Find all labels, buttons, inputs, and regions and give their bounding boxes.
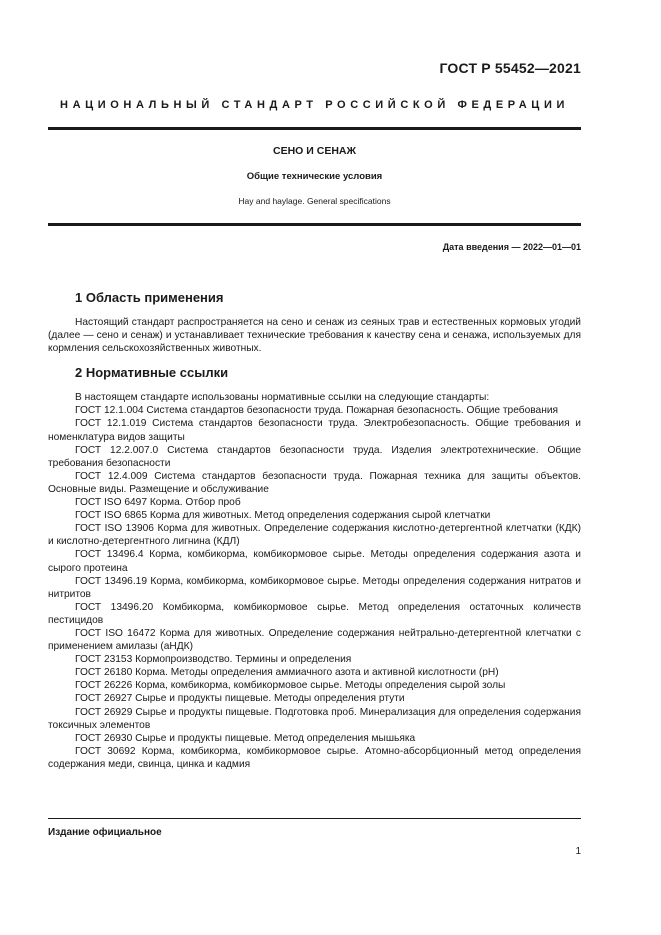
english-title: Hay and haylage. General specifications xyxy=(238,196,391,206)
section-heading: 2 Нормативные ссылки xyxy=(75,365,229,381)
document-title: СЕНО И СЕНАЖ xyxy=(273,145,356,157)
national-standard-title: НАЦИОНАЛЬНЫЙ СТАНДАРТ РОССИЙСКОЙ ФЕДЕРАЦИИ xyxy=(60,99,569,111)
reference-item: ГОСТ 30692 Корма, комбикорма, комбикормовое сырье. Атомно-абсорбционный метод определения содержания меди, свинца, цинка и кадмия xyxy=(48,745,581,770)
reference-item: ГОСТ 26927 Сырье и продукты пищевые. Методы определения ртути xyxy=(75,693,405,705)
reference-item: ГОСТ ISO 6865 Корма для животных. Метод определения содержания сырой клетчатки xyxy=(75,510,491,522)
reference-item: ГОСТ 13496.20 Комбикорма, комбикормовое сырье. Метод определения остаточных количеств пестицидов xyxy=(48,601,581,626)
references-intro: В настоящем стандарте использованы нормативные ссылки на следующие стандарты: xyxy=(75,392,490,404)
introduction-date: Дата введения — 2022—01—01 xyxy=(442,242,581,252)
reference-item: ГОСТ ISO 13906 Корма для животных. Определение содержания кислотно-детергентной клетчатки (КДК) и кислотно-детергентного лигнина (КДЛ) xyxy=(48,523,581,548)
reference-item: ГОСТ 26930 Сырье и продукты пищевые. Метод определения мышьяка xyxy=(75,732,416,744)
reference-item: ГОСТ 13496.4 Корма, комбикорма, комбикормовое сырье. Методы определения содержания азота и сырого протеина xyxy=(48,549,581,574)
reference-item: ГОСТ 13496.19 Корма, комбикорма, комбикормовое сырье. Методы определения содержания нитратов и нитритов xyxy=(48,575,581,600)
reference-item: ГОСТ 12.2.007.0 Система стандартов безопасности труда. Изделия электротехнические. Общие требования безопасности xyxy=(48,444,581,469)
official-edition-label: Издание официальное xyxy=(48,827,162,838)
reference-item: ГОСТ 12.4.009 Система стандартов безопасности труда. Пожарная техника для защиты объектов. Основные виды. Размещение и обслуживание xyxy=(48,470,581,495)
standard-designation: ГОСТ Р 55452—2021 xyxy=(439,60,581,76)
reference-item: ГОСТ 12.1.004 Система стандартов безопасности труда. Пожарная безопасность. Общие требования xyxy=(75,405,559,417)
document-body xyxy=(48,290,581,771)
section-paragraph: Настоящий стандарт распространяется на сено и сенаж из сеяных трав и естественных кормовых угодий (далее — сено и сенаж) и устанавливает технические требования к качеству сена и сенажа, используемых для кормления сельскохозяйственных животных. xyxy=(48,317,581,355)
reference-item: ГОСТ 26180 Корма. Методы определения аммиачного азота и активной кислотности (рН) xyxy=(75,667,499,679)
reference-item: ГОСТ ISO 6497 Корма. Отбор проб xyxy=(75,497,241,509)
reference-item: ГОСТ 26226 Корма, комбикорма, комбикормовое сырье. Методы определения сырой золы xyxy=(75,680,506,692)
footer-rule xyxy=(48,818,581,819)
reference-item: ГОСТ 12.1.019 Система стандартов безопасности труда. Электробезопасность. Общие требования и номенклатура видов защиты xyxy=(48,418,581,443)
reference-item: ГОСТ 23153 Кормопроизводство. Термины и определения xyxy=(75,654,352,666)
reference-item: ГОСТ 26929 Сырье и продукты пищевые. Подготовка проб. Минерализация для определения содержания токсичных элементов xyxy=(48,706,581,731)
title-bottom-rule xyxy=(48,223,581,226)
section-heading: 1 Область применения xyxy=(75,290,224,305)
title-top-rule xyxy=(48,127,581,130)
document-subtitle: Общие технические условия xyxy=(246,171,383,182)
reference-item: ГОСТ ISO 16472 Корма для животных. Определение содержания нейтрально-детергентной клетчатки с применением амилазы (аНДК) xyxy=(48,627,581,653)
page-number: 1 xyxy=(575,846,581,857)
